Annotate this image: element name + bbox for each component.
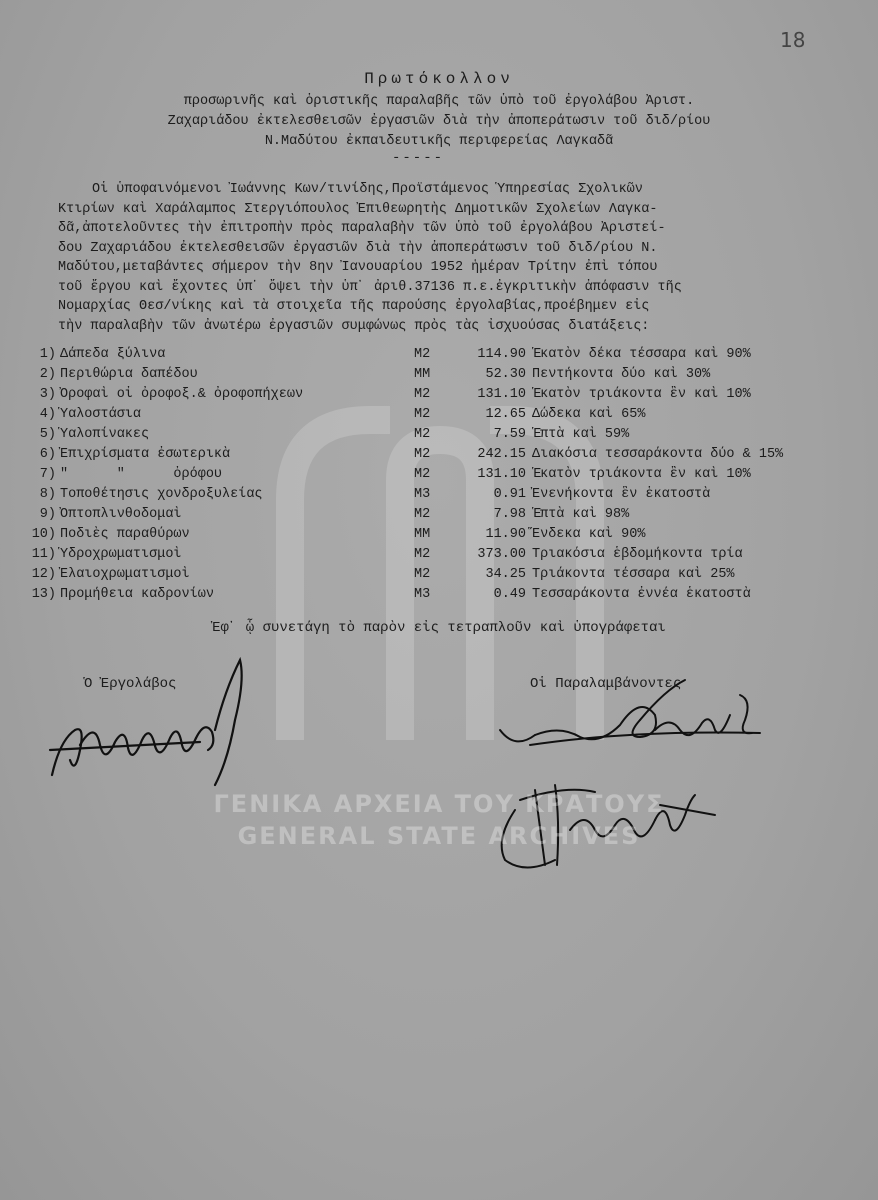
item-description: Ὑδροχρωματισμοὶ [60,547,182,562]
item-unit: Μ2 [414,507,431,522]
item-quantity-words: Τριάκοντα τέσσαρα καὶ 25% [532,567,735,582]
item-description: Ὑαλοστάσια [60,407,142,422]
item-quantity: 131.10 [477,387,526,402]
item-description: Δάπεδα ξύλινα [60,347,166,362]
item-quantity: 114.90 [477,347,526,362]
item-quantity-words: Ἑκατὸν τριάκοντα ἓν καὶ 10% [532,467,751,482]
item-description: Περιθώρια δαπέδου [60,367,198,382]
item-description: Ὀπτοπλινθοδομαὶ [60,507,182,522]
item-quantity-words: Τεσσαράκοντα ἐννέα ἑκατοστὰ [532,587,751,602]
item-description: Ἐλαιοχρωματισμοὶ [60,567,190,582]
item-quantity: 34.25 [485,567,526,582]
separator: ----- [392,150,445,166]
title-subtext [0,92,878,152]
item-number: 6) [39,447,56,462]
item-number: 5) [39,427,56,442]
item-number: 1) [39,347,56,362]
watermark-greek: ΓΕΝΙΚΑ ΑΡΧΕΙΑ ΤΟΥ ΚΡΑΤΟΥΣ [213,790,665,818]
item-quantity-words: Ἐνενήκοντα ἓν ἑκατοστὰ [532,487,711,502]
item-description: Ποδιὲς παραθύρων [60,527,190,542]
page-number: 18 [780,28,806,52]
item-quantity-words: Ἑκατὸν τριάκοντα ἓν καὶ 10% [532,387,751,402]
item-quantity: 0.91 [493,487,526,502]
item-quantity: 52.30 [485,367,526,382]
item-quantity-words: Διακόσια τεσσαράκοντα δύο & 15% [532,447,784,462]
receiver-signature-1-icon [490,675,780,765]
paragraph-line: Κτιρίων καὶ Χαράλαμπος Στεργιόπουλος Ἐπιθεωρητὴς Δημοτικῶν Σχολείων Λαγκα- [58,201,658,217]
intro-line: προσωρινῆς καὶ ὁριστικῆς παραλαβῆς τῶν ὑπὸ τοῦ ἐργολάβου Ἀριστ. [183,94,695,109]
item-quantity-words: Ἑπτὰ καὶ 98% [532,507,630,522]
item-quantity-words: Ἑκατὸν δέκα τέσσαρα καὶ 90% [532,347,751,362]
item-number: 8) [39,487,56,502]
item-unit: Μ2 [414,547,431,562]
item-unit: Μ2 [414,407,431,422]
document-title: Πρωτόκολλον [364,70,514,88]
item-unit: Μ2 [414,387,431,402]
item-unit: Μ2 [414,567,431,582]
item-description: Τοποθέτησις χονδροξυλείας [60,487,263,502]
paragraph-line: δου Ζαχαριάδου ἐκτελεσθεισῶν ἐργασιῶν διὰ τὴν ἀποπεράτωσιν τοῦ διδ/ρίου Ν. [58,240,658,256]
contractor-label: Ὁ Ἐργολάβος [84,676,177,692]
paragraph-line: τοῦ ἔργου καὶ ἔχοντες ὑπ᾽ ὄψει τὴν ὑπ᾽ ἀριθ.37136 π.ε.ἐγκριτικὴν ἀπόφασιν τῆς [58,279,682,295]
contractor-signature-icon [40,650,260,790]
item-number: 7) [39,467,56,482]
item-unit: ΜΜ [414,367,431,382]
closing-statement: Ἐφ᾽ ᾧ συνετάγη τὸ παρὸν εἰς τετραπλοῦν καὶ ὑπογράφεται [212,620,666,636]
item-quantity-words: Ἑπτὰ καὶ 59% [532,427,630,442]
item-quantity: 373.00 [477,547,526,562]
item-number: 10) [31,527,56,542]
item-quantity-words: Πεντήκοντα δύο καὶ 30% [532,367,711,382]
item-quantity: 11.90 [485,527,526,542]
paragraph-line: Νομαρχίας Θεσ/νίκης καὶ τὰ στοιχεῖα τῆς παρούσης ἐργολαβίας,προέβημεν εἰς [58,299,650,314]
item-number: 3) [39,387,56,402]
item-number: 11) [31,547,56,562]
item-unit: ΜΜ [414,527,431,542]
item-unit: Μ3 [414,487,431,502]
intro-line: Ν.Μαδύτου ἐκπαιδευτικῆς περιφερείας Λαγκαδᾶ [264,134,614,149]
receivers-label: Οἱ Παραλαμβάνοντες [530,676,682,692]
item-number: 4) [39,407,56,422]
item-quantity: 242.15 [477,447,526,462]
item-unit: Μ2 [414,427,431,442]
item-quantity-words: Δώδεκα καὶ 65% [532,407,646,422]
paragraph-line: Μαδύτου,μεταβάντες σήμερον τὴν 8ην Ἰανουαρίου 1952 ἡμέραν Τρίτην ἐπὶ τόπου [58,260,658,275]
item-quantity: 7.59 [493,427,526,442]
item-quantity: 0.49 [493,587,526,602]
item-description: Ἐπιχρίσματα ἐσωτερικὰ [60,447,231,462]
item-unit: Μ2 [414,347,431,362]
item-number: 13) [31,587,56,602]
body-paragraph [58,180,858,336]
item-quantity: 131.10 [477,467,526,482]
watermark-english: GENERAL STATE ARCHIVES [237,822,641,850]
item-unit: Μ2 [414,467,431,482]
item-description: Προμήθεια καδρονίων [60,587,214,602]
paragraph-line: Οἱ ὑποφαινόμενοι Ἰωάννης Κων/τινίδης,Προϊστάμενος Ὑπηρεσίας Σχολικῶν [92,182,643,197]
item-description: Ὀροφαὶ οἰ ὀροφοξ.& ὀροφοπήχεων [60,387,304,402]
item-number: 2) [39,367,56,382]
item-quantity: 12.65 [485,407,526,422]
item-quantity: 7.98 [493,507,526,522]
item-number: 9) [39,507,56,522]
item-unit: Μ2 [414,447,431,462]
item-unit: Μ3 [414,587,431,602]
item-quantity-words: Ἕνδεκα καὶ 90% [532,527,646,542]
paragraph-line: δᾶ,ἀποτελοῦντες τὴν ἐπιτροπὴν πρὸς παραλαβὴν τῶν ὑπὸ τοῦ ἐργολάβου Ἀριστεί- [58,221,666,236]
item-quantity-words: Τριακόσια ἑβδομήκοντα τρία [532,547,743,562]
item-description: " " ὀρόφου [60,467,223,482]
item-description: Ὑαλοπίνακες [60,427,150,442]
paragraph-line: τὴν παραλαβὴν τῶν ἀνωτέρω ἐργασιῶν συμφώνως πρὸς τὰς ἰσχυούσας διατάξεις: [58,318,650,334]
item-number: 12) [31,567,56,582]
intro-line: Ζαχαριάδου ἐκτελεσθεισῶν ἐργασιῶν διὰ τὴν ἀποπεράτωσιν τοῦ διδ/ρίου [167,114,711,129]
